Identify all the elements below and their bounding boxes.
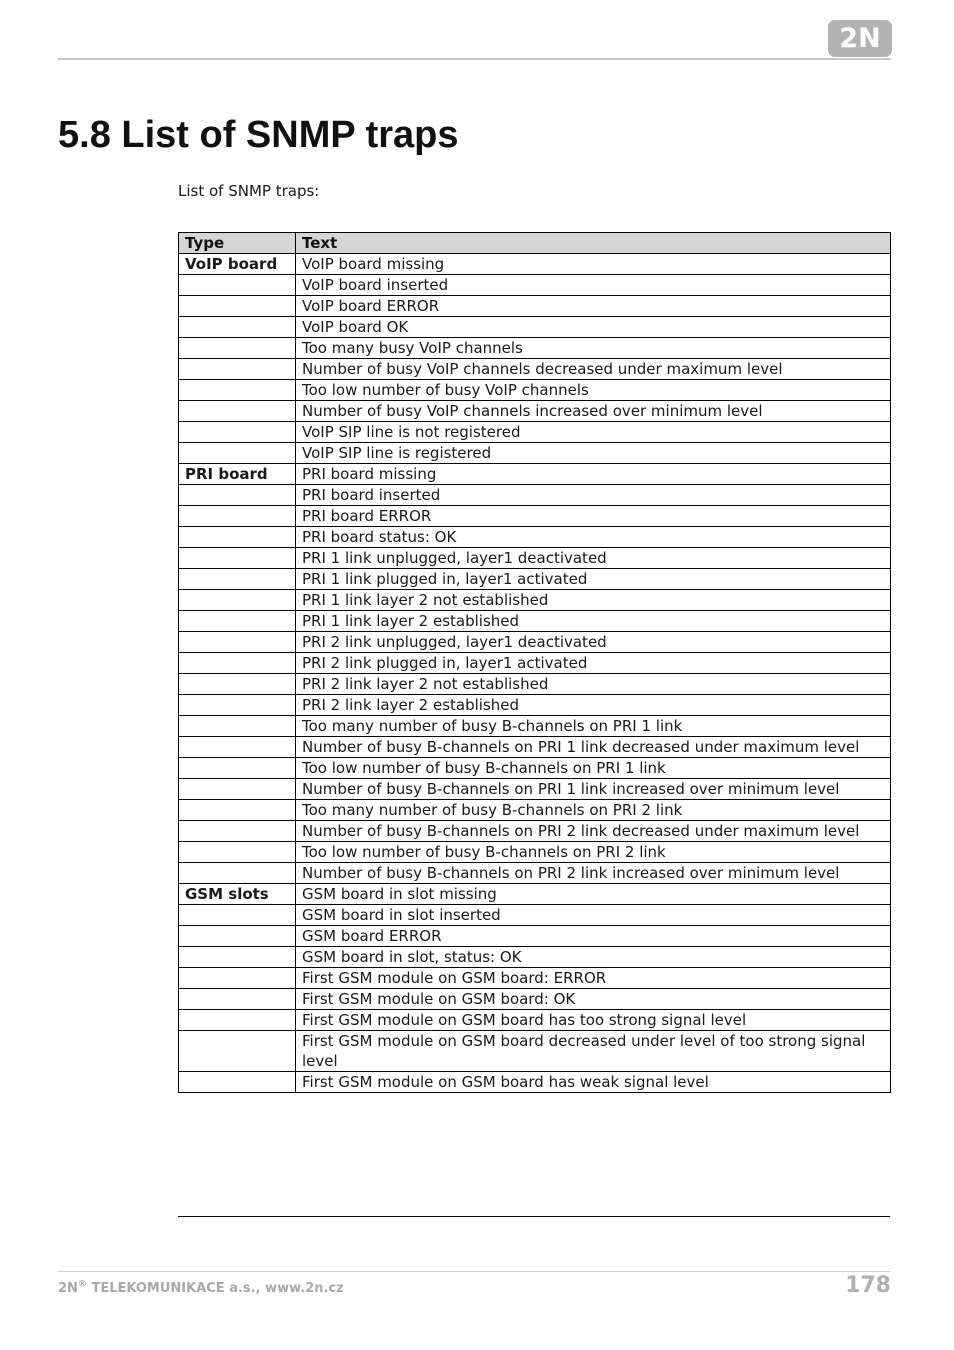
trap-text-cell: Too many number of busy B-channels on PRI 2 link (296, 800, 891, 821)
trap-type-cell (179, 716, 296, 737)
trap-type-cell: GSM slots (179, 884, 296, 905)
table-row (179, 800, 891, 821)
trap-text-cell: Too low number of busy B-channels on PRI 2 link (296, 842, 891, 863)
table-row (179, 1010, 891, 1031)
table-row (179, 695, 891, 716)
trap-text-cell: Number of busy B-channels on PRI 2 link increased over minimum level (296, 863, 891, 884)
table-row (179, 758, 891, 779)
trap-text-cell: PRI 1 link unplugged, layer1 deactivated (296, 548, 891, 569)
trap-text-cell: GSM board in slot inserted (296, 905, 891, 926)
trap-text-cell: VoIP board inserted (296, 275, 891, 296)
trap-type-cell (179, 989, 296, 1010)
table-row (179, 926, 891, 947)
trap-type-cell (179, 674, 296, 695)
trap-text-cell: PRI board inserted (296, 485, 891, 506)
page-title: 5.8 List of SNMP traps (58, 114, 459, 156)
table-row (179, 821, 891, 842)
table-row (179, 527, 891, 548)
trap-type-cell (179, 317, 296, 338)
trap-text-cell: Number of busy B-channels on PRI 2 link decreased under maximum level (296, 821, 891, 842)
trap-text-cell: First GSM module on GSM board has too strong signal level (296, 1010, 891, 1031)
trap-type-cell (179, 779, 296, 800)
footer-company-prefix: 2N (58, 1281, 78, 1296)
trap-text-cell: PRI 2 link unplugged, layer1 deactivated (296, 632, 891, 653)
trap-type-cell (179, 296, 296, 317)
trap-text-cell: VoIP board missing (296, 254, 891, 275)
trap-type-cell: VoIP board (179, 254, 296, 275)
trap-text-cell: PRI 1 link plugged in, layer1 activated (296, 569, 891, 590)
table-row (179, 1072, 891, 1093)
trap-type-cell (179, 422, 296, 443)
trap-type-cell (179, 653, 296, 674)
trap-text-cell: PRI board status: OK (296, 527, 891, 548)
footer-company-rest: TELEKOMUNIKACE a.s., www.2n.cz (86, 1281, 344, 1296)
table-row (179, 548, 891, 569)
table-row (179, 653, 891, 674)
table-row (179, 947, 891, 968)
table-row (179, 779, 891, 800)
trap-type-cell (179, 590, 296, 611)
table-row (179, 674, 891, 695)
table-row (179, 569, 891, 590)
trap-type-cell (179, 527, 296, 548)
table-row (179, 506, 891, 527)
trap-type-cell (179, 632, 296, 653)
trap-type-cell (179, 275, 296, 296)
table-row (179, 296, 891, 317)
table-row (179, 401, 891, 422)
trap-text-cell: PRI board ERROR (296, 506, 891, 527)
trap-type-cell (179, 338, 296, 359)
table-row (179, 716, 891, 737)
trap-type-cell (179, 548, 296, 569)
page-number: 178 (845, 1273, 891, 1298)
trap-text-cell: Number of busy B-channels on PRI 1 link decreased under maximum level (296, 737, 891, 758)
table-row (179, 338, 891, 359)
trap-type-cell (179, 800, 296, 821)
trap-text-cell: Number of busy VoIP channels decreased under maximum level (296, 359, 891, 380)
trap-type-cell (179, 359, 296, 380)
trap-text-cell: PRI 1 link layer 2 not established (296, 590, 891, 611)
table-header-row (179, 233, 891, 254)
table-row (179, 275, 891, 296)
trap-type-cell (179, 380, 296, 401)
trap-type-cell (179, 758, 296, 779)
trap-type-cell (179, 443, 296, 464)
trap-type-cell (179, 737, 296, 758)
table-row (179, 254, 891, 275)
intro-text: List of SNMP traps: (178, 182, 320, 200)
trap-type-cell (179, 863, 296, 884)
snmp-traps-table (178, 232, 891, 1093)
column-header-type: Type (179, 233, 296, 254)
trap-text-cell: Number of busy VoIP channels increased over minimum level (296, 401, 891, 422)
trap-type-cell (179, 821, 296, 842)
table-row (179, 884, 891, 905)
table-row (179, 380, 891, 401)
trap-text-cell: VoIP SIP line is registered (296, 443, 891, 464)
table-row (179, 737, 891, 758)
table-row (179, 590, 891, 611)
column-header-text: Text (296, 233, 891, 254)
table-row (179, 842, 891, 863)
table-row (179, 443, 891, 464)
table-row (179, 863, 891, 884)
trap-text-cell: VoIP SIP line is not registered (296, 422, 891, 443)
trap-text-cell: Too many busy VoIP channels (296, 338, 891, 359)
footer-rule (58, 1271, 891, 1272)
trap-type-cell (179, 1072, 296, 1093)
brand-logo: 2N (828, 20, 892, 57)
trap-text-cell: PRI 2 link layer 2 not established (296, 674, 891, 695)
trap-type-cell (179, 695, 296, 716)
trap-type-cell (179, 1010, 296, 1031)
trap-text-cell: PRI board missing (296, 464, 891, 485)
trap-text-cell: First GSM module on GSM board has weak signal level (296, 1072, 891, 1093)
trap-type-cell (179, 401, 296, 422)
table-row (179, 485, 891, 506)
table-row (179, 1031, 891, 1072)
trap-type-cell (179, 947, 296, 968)
header-rule (58, 58, 891, 60)
trap-type-cell (179, 569, 296, 590)
trap-text-cell: PRI 2 link layer 2 established (296, 695, 891, 716)
registered-mark: ® (77, 1279, 87, 1290)
trap-type-cell (179, 611, 296, 632)
table-row (179, 317, 891, 338)
trap-text-cell: GSM board in slot missing (296, 884, 891, 905)
trap-text-cell: First GSM module on GSM board: OK (296, 989, 891, 1010)
trap-type-cell (179, 905, 296, 926)
table-row (179, 611, 891, 632)
trap-text-cell: VoIP board ERROR (296, 296, 891, 317)
trap-type-cell: PRI board (179, 464, 296, 485)
table-row (179, 989, 891, 1010)
trap-type-cell (179, 926, 296, 947)
table-bottom-rule (178, 1216, 890, 1217)
table-row (179, 968, 891, 989)
trap-text-cell: Number of busy B-channels on PRI 1 link increased over minimum level (296, 779, 891, 800)
trap-text-cell: GSM board ERROR (296, 926, 891, 947)
trap-type-cell (179, 842, 296, 863)
trap-type-cell (179, 485, 296, 506)
table-body (179, 254, 891, 1093)
trap-type-cell (179, 1031, 296, 1072)
trap-text-cell: PRI 2 link plugged in, layer1 activated (296, 653, 891, 674)
footer-company (58, 1279, 344, 1299)
table-row (179, 632, 891, 653)
trap-text-cell: Too low number of busy VoIP channels (296, 380, 891, 401)
table-row (179, 464, 891, 485)
trap-text-cell: First GSM module on GSM board: ERROR (296, 968, 891, 989)
trap-text-cell: PRI 1 link layer 2 established (296, 611, 891, 632)
table-row (179, 905, 891, 926)
table-row (179, 422, 891, 443)
trap-text-cell: GSM board in slot, status: OK (296, 947, 891, 968)
trap-text-cell: Too many number of busy B-channels on PRI 1 link (296, 716, 891, 737)
trap-type-cell (179, 968, 296, 989)
trap-text-cell: VoIP board OK (296, 317, 891, 338)
trap-type-cell (179, 506, 296, 527)
trap-text-cell: Too low number of busy B-channels on PRI 1 link (296, 758, 891, 779)
trap-text-cell: First GSM module on GSM board decreased under level of too strong signal level (296, 1031, 891, 1072)
table-row (179, 359, 891, 380)
